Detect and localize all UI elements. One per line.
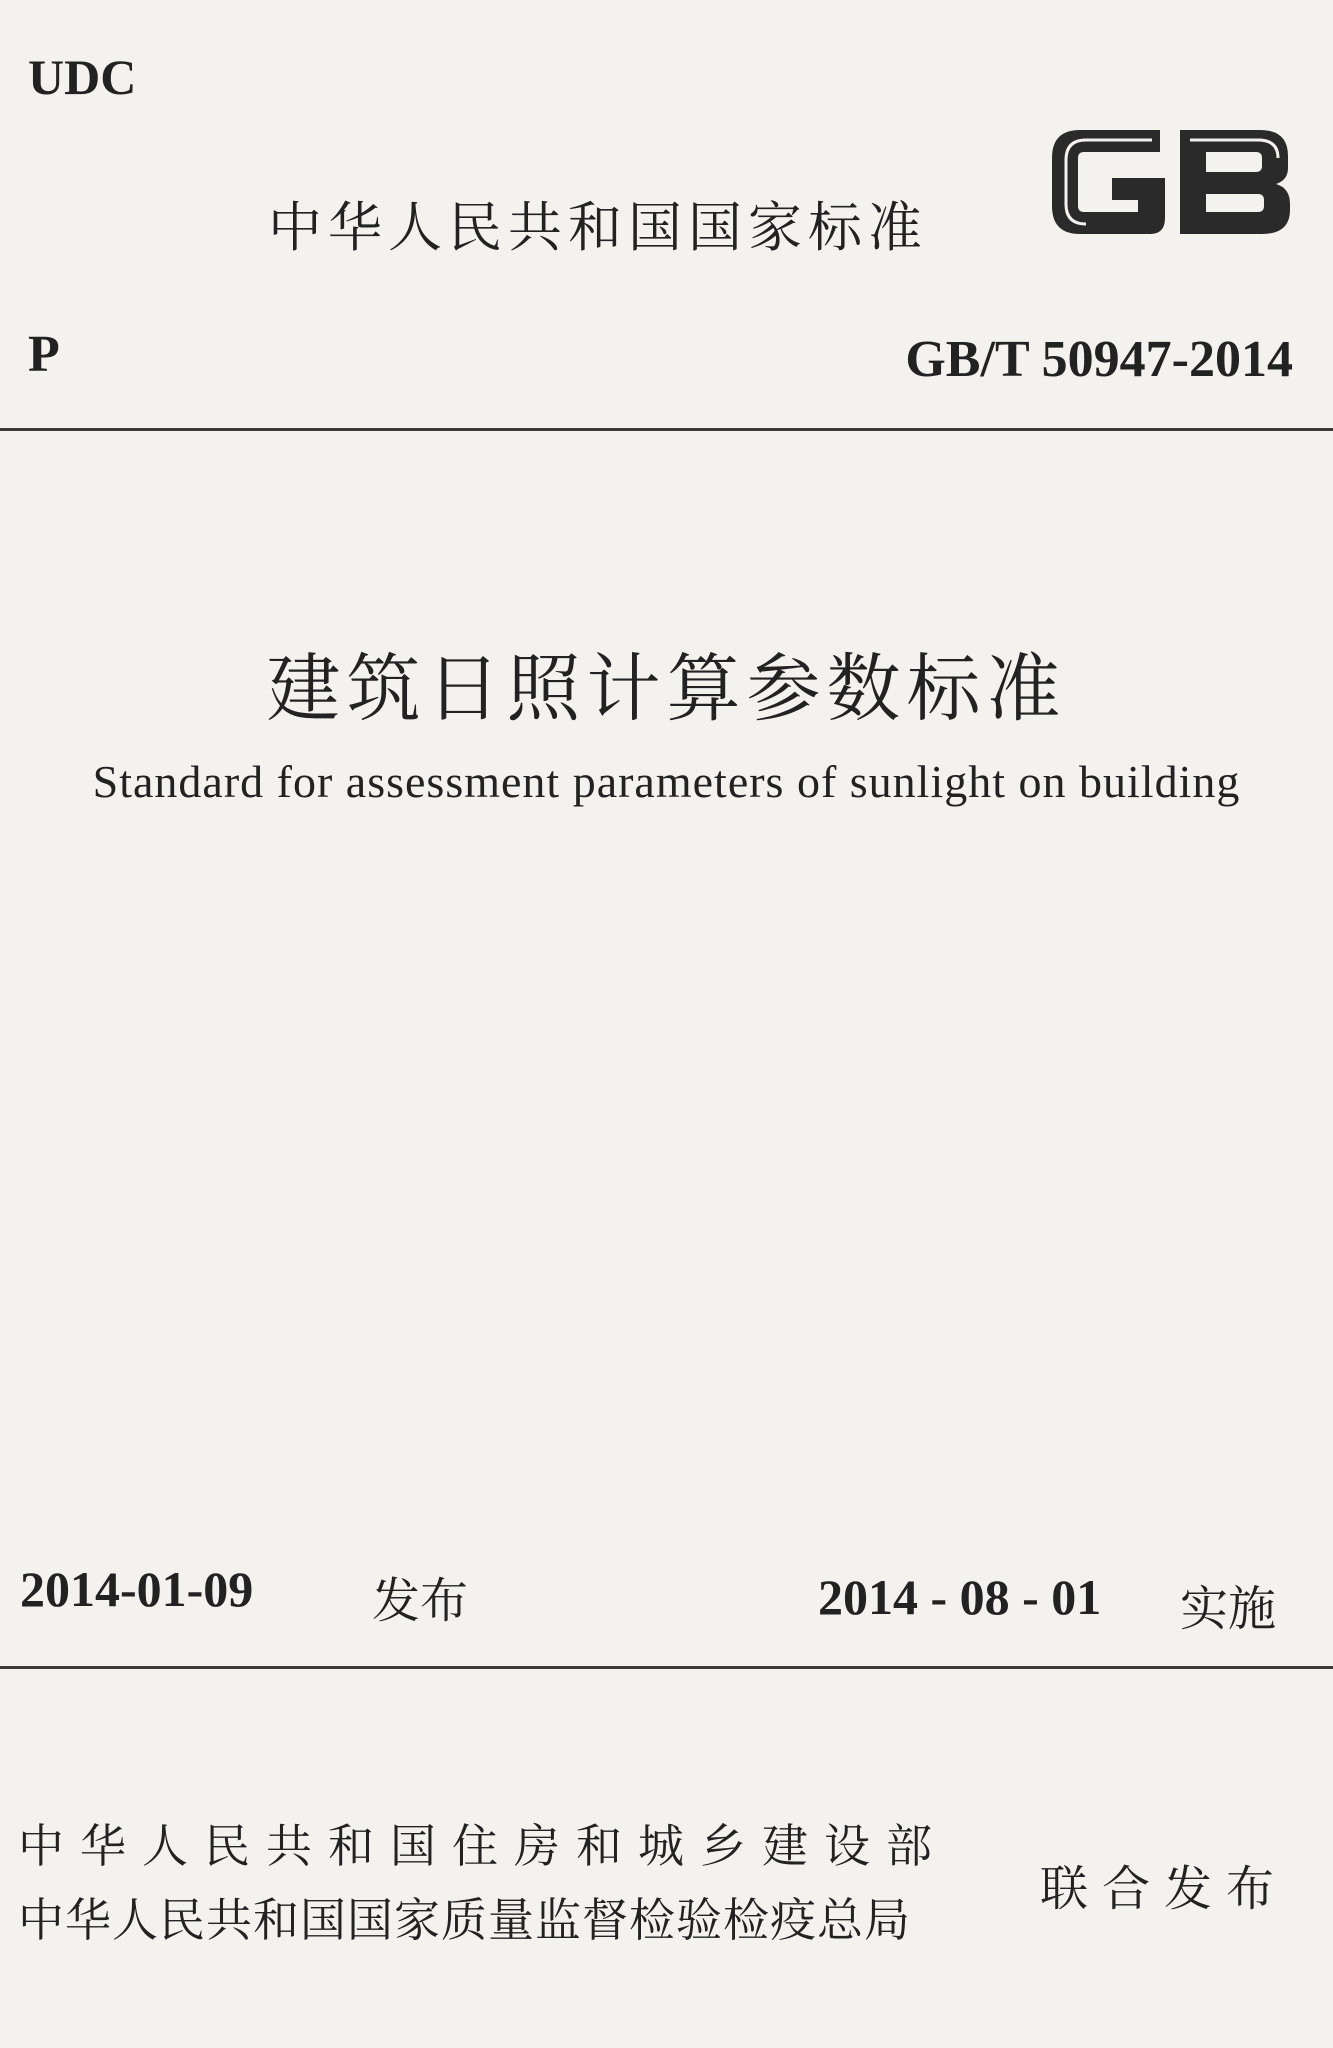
- gb-logo-icon: [1040, 112, 1300, 252]
- implement-label: 实施: [1180, 1581, 1277, 1637]
- top-divider: [0, 428, 1333, 431]
- publisher-aqsiq: 中华人民共和国国家质量监督检验检疫总局: [18, 1893, 911, 1947]
- udc-label: UDC: [28, 49, 137, 105]
- issue-label: 发布: [372, 1573, 469, 1629]
- issue-date: 2014-01-09: [20, 1561, 254, 1617]
- publisher-ministry: 中华人民共和国住房和城乡建设部: [18, 1819, 948, 1873]
- category-code: P: [28, 326, 60, 383]
- joint-publish-label: 联合发布: [1040, 1861, 1289, 1917]
- bottom-divider: [0, 1666, 1333, 1669]
- title-chinese: 建筑日照计算参数标准: [266, 646, 1067, 732]
- national-standard-heading: 中华人民共和国国家标准: [268, 196, 928, 259]
- standard-number: GB/T 50947-2014: [905, 331, 1293, 388]
- title-english: Standard for assessment parameters of sunlight on building: [92, 756, 1241, 807]
- implement-date: 2014 - 08 - 01: [818, 1569, 1102, 1625]
